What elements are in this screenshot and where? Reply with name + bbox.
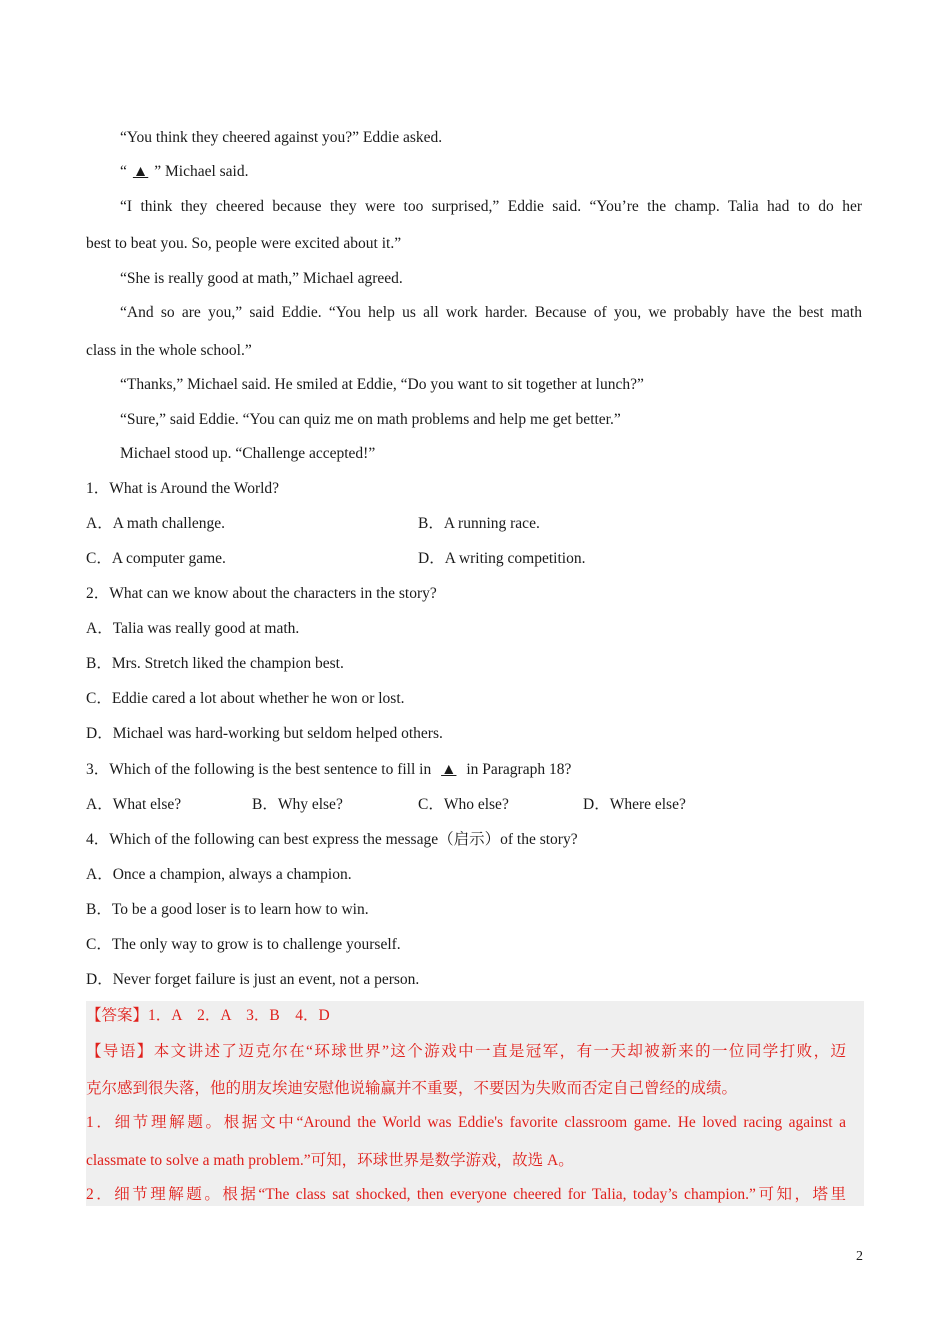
- story-line: “And so are you,” said Eddie. “You help us all work harder. Because of you, we probably have the best math: [120, 304, 862, 321]
- explanation-2: 2．细节理解题。根据“The class sat shocked, then everyone cheered for Talia, today’s champion.”可知，塔里: [86, 1186, 846, 1203]
- page-number: 2: [856, 1249, 863, 1264]
- story-line: “She is really good at math,” Michael agreed.: [120, 270, 403, 287]
- question-3-option-c: C．Who else?: [418, 796, 509, 813]
- question-1-option-c: C．A computer game.: [86, 550, 226, 567]
- question-1-option-d: D．A writing competition.: [418, 550, 586, 567]
- explanation-1: 1．细节理解题。根据文中“Around the World was Eddie's favorite classroom game. He loved racing against a: [86, 1114, 846, 1131]
- question-1-option-a: A．A math challenge.: [86, 515, 226, 532]
- question-3-option-d: D．Where else?: [583, 796, 686, 813]
- story-line: Michael stood up. “Challenge accepted!”: [120, 445, 376, 462]
- question-4-option-b: B．To be a good loser is to learn how to win.: [86, 901, 369, 918]
- fill-blank-marker: ▲: [132, 163, 149, 180]
- answer-guide: 克尔感到很失落，他的朋友埃迪安慰他说输赢并不重要，不要因为失败而否定自己曾经的成绩。: [86, 1080, 738, 1097]
- question-4-option-c: C．The only way to grow is to challenge yourself.: [86, 936, 401, 953]
- story-line: “ ▲ ” Michael said.: [120, 163, 249, 180]
- story-line: “Thanks,” Michael said. He smiled at Eddie, “Do you want to sit together at lunch?”: [120, 376, 644, 393]
- answer-guide: 【导语】本文讲述了迈克尔在“环球世界”这个游戏中一直是冠军，有一天却被新来的一位同学打败，迈: [86, 1043, 846, 1060]
- question-1-stem: 1．What is Around the World?: [86, 480, 280, 497]
- answer-key: 【答案】1．A 2．A 3．B 4．D: [86, 1007, 330, 1024]
- question-1-option-b: B．A running race.: [418, 515, 540, 532]
- fill-blank-marker: ▲: [441, 761, 457, 778]
- explanation-1: classmate to solve a math problem.”可知，环球世界是数学游戏，故选 A。: [86, 1152, 574, 1169]
- question-2-option-b: B．Mrs. Stretch liked the champion best.: [86, 655, 344, 672]
- question-2-option-a: A．Talia was really good at math.: [86, 620, 300, 637]
- question-4-option-d: D．Never forget failure is just an event, not a person.: [86, 971, 420, 988]
- story-line: “You think they cheered against you?” Eddie asked.: [120, 129, 443, 146]
- answer-section: [86, 1001, 864, 1206]
- story-line: “Sure,” said Eddie. “You can quiz me on math problems and help me get better.”: [120, 411, 621, 428]
- question-3-option-a: A．What else?: [86, 796, 182, 813]
- question-3-option-b: B．Why else?: [252, 796, 343, 813]
- question-2-option-d: D．Michael was hard-working but seldom helped others.: [86, 725, 443, 742]
- question-3-stem: 3．Which of the following is the best sentence to fill in ▲ in Paragraph 18?: [86, 761, 572, 778]
- story-line: best to beat you. So, people were excited about it.”: [86, 235, 402, 252]
- story-line: class in the whole school.”: [86, 342, 252, 359]
- question-4-option-a: A．Once a champion, always a champion.: [86, 866, 352, 883]
- question-2-stem: 2．What can we know about the characters in the story?: [86, 585, 437, 602]
- question-4-stem: 4．Which of the following can best express the message（启示）of the story?: [86, 831, 578, 848]
- question-2-option-c: C．Eddie cared a lot about whether he won or lost.: [86, 690, 405, 707]
- story-line: “I think they cheered because they were too surprised,” Eddie said. “You’re the champ. Talia had to do her: [120, 198, 862, 215]
